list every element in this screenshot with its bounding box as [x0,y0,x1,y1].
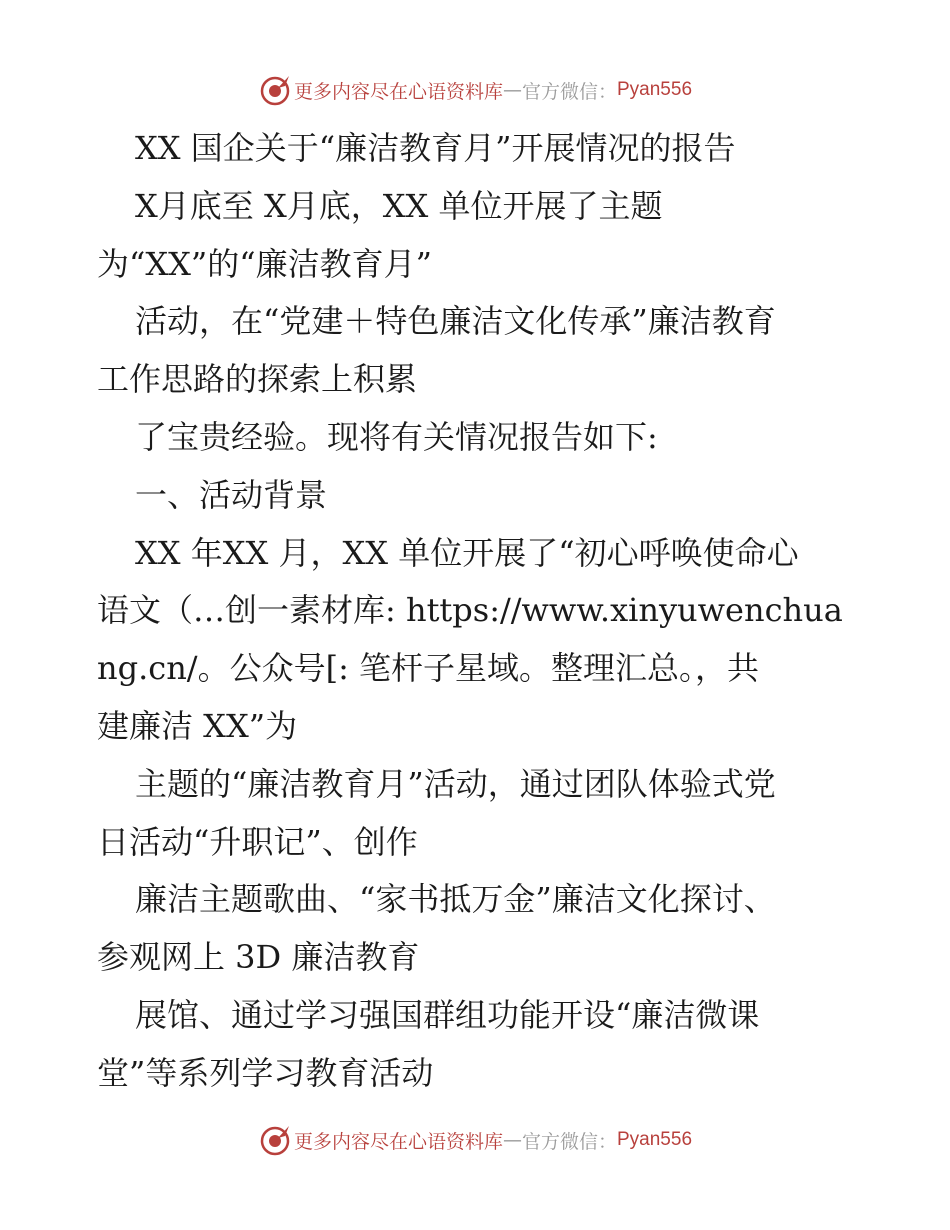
header-watermark-banner [0,70,950,110]
banner-wechat-id: Pyan556 [617,79,693,100]
section-heading: 一、活动背景 [135,475,328,514]
paragraph-line: ng.cn/。公众号[: 笔杆子星域。整理汇总。，共 [97,649,760,688]
banner-separator: — [502,79,522,101]
banner-separator: — [502,1129,522,1151]
paragraph-line: X月底至 X月底，XX 单位开展了主题 [135,186,663,225]
paragraph-line: XX 年XX 月，XX 单位开展了“初心呼唤使命心 [135,533,799,572]
paragraph-line: 为“XX”的“廉洁教育月” [97,244,433,283]
quill-logo-icon [258,1123,292,1157]
paragraph-line: 廉洁主题歌曲、“家书抵万金”廉洁文化探讨、 [135,880,776,919]
footer-watermark-banner [0,1120,950,1160]
banner-title: 更多内容尽在心语资料库 [293,1130,503,1153]
paragraph-line: 主题的“廉洁教育月”活动，通过团队体验式党 [135,764,776,803]
paragraph-line: 工作思路的探索上积累 [97,360,418,399]
paragraph-line: 语文（…创一素材库: https://www.xinyuwenchua [97,591,843,630]
banner-title: 更多内容尽在心语资料库 [293,80,503,103]
paragraph-line: 日活动“升职记”、创作 [97,822,418,861]
doc-title: XX 国企关于“廉洁教育月”开展情况的报告 [135,129,736,167]
paragraph-line: 活动，在“党建＋特色廉洁文化传承”廉洁教育 [135,302,776,341]
paragraph-line: 建廉洁 XX”为 [97,706,298,745]
banner-label: 官方微信： [521,80,617,103]
paragraph-line: 了宝贵经验。现将有关情况报告如下: [135,417,658,456]
document-body [97,120,857,1103]
paragraph-line: 参观网上 3D 廉洁教育 [97,938,420,977]
quill-logo-icon [258,73,292,107]
banner-label: 官方微信： [521,1130,617,1153]
banner-wechat-id: Pyan556 [617,1129,693,1150]
paragraph-line: 展馆、通过学习强国群组功能开设“廉洁微课 [135,995,760,1034]
paragraph-line: 堂”等系列学习教育活动 [97,1053,434,1092]
